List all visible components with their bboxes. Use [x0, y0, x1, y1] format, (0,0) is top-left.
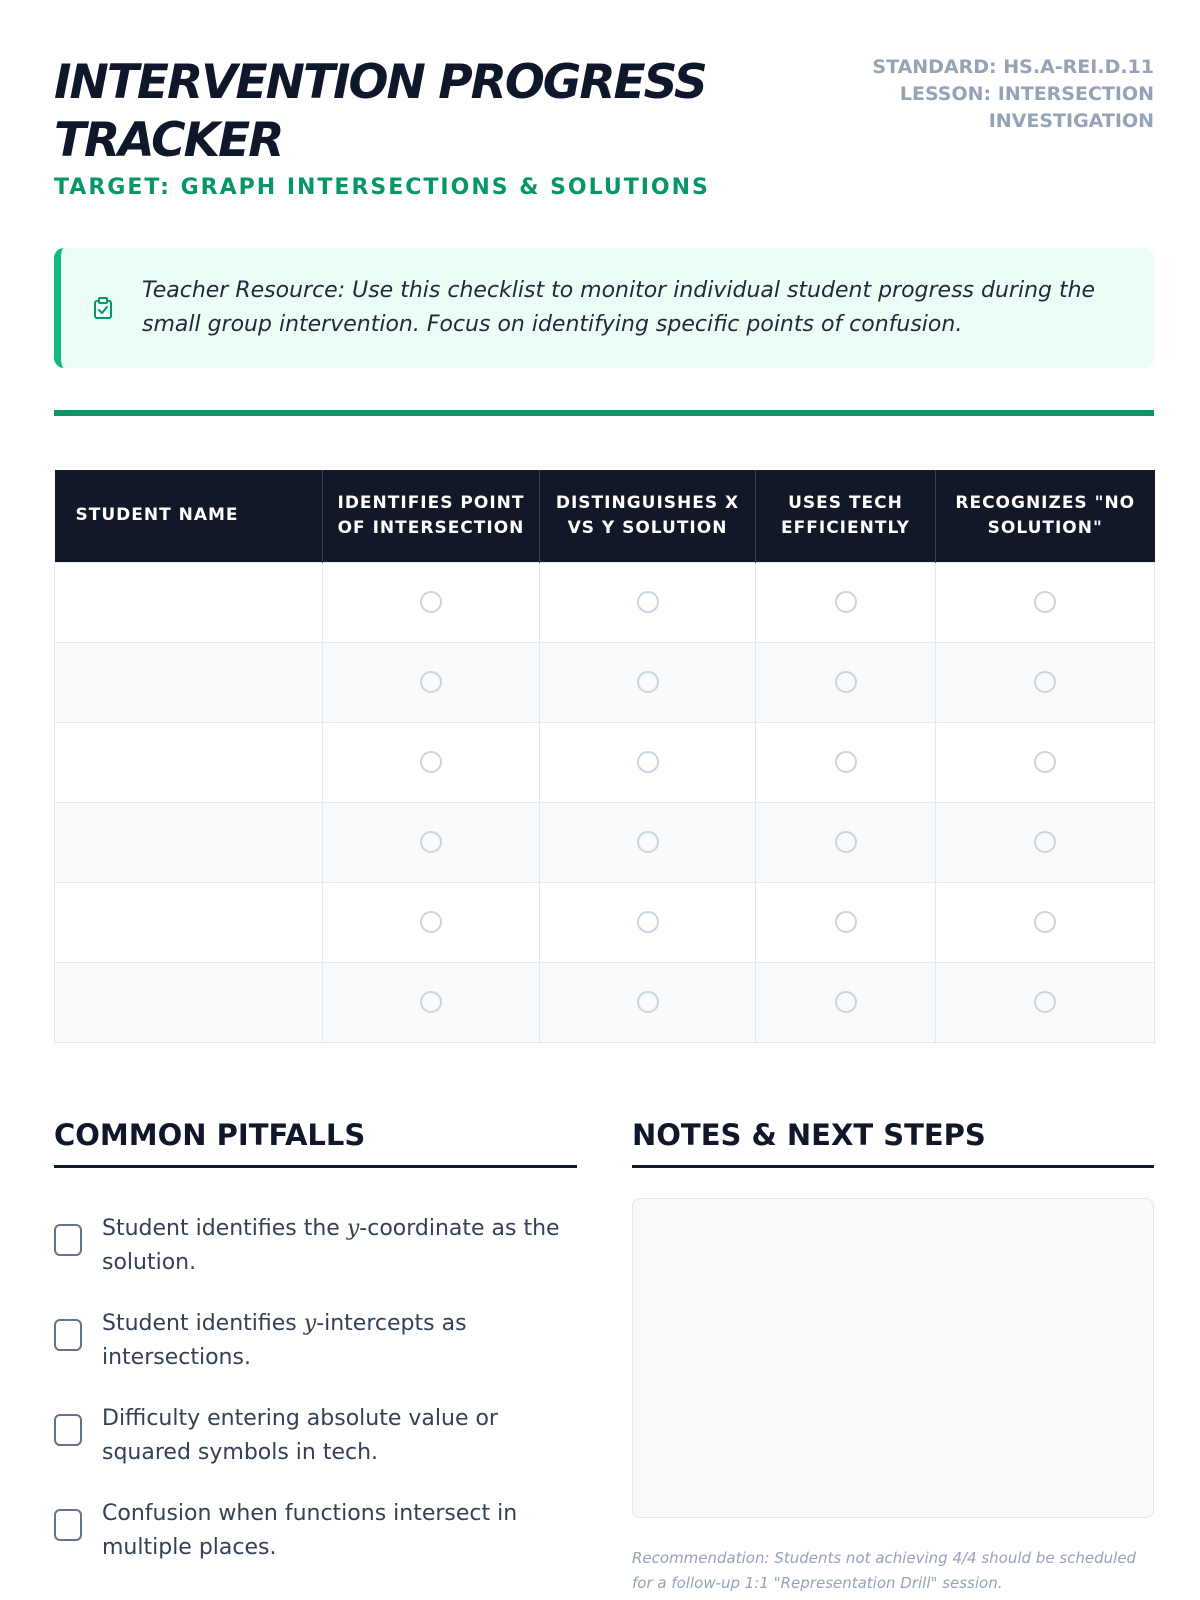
checklist-cell — [323, 562, 540, 642]
table-row — [55, 562, 1155, 642]
checklist-cell — [756, 882, 936, 962]
pitfall-item — [54, 1402, 577, 1497]
table-row — [55, 962, 1155, 1042]
progress-radio[interactable] — [420, 991, 442, 1013]
progress-radio[interactable] — [420, 671, 442, 693]
progress-table — [54, 470, 1155, 1043]
lesson-meta — [854, 54, 1154, 135]
checklist-cell — [323, 882, 540, 962]
progress-radio[interactable] — [1034, 751, 1056, 773]
column-header-uses-tech: USES TECH EFFICIENTLY — [756, 470, 936, 562]
pitfall-checkbox[interactable] — [54, 1414, 82, 1446]
progress-radio[interactable] — [420, 591, 442, 613]
clipboard-check-icon — [93, 297, 113, 319]
student-name-cell[interactable] — [55, 962, 323, 1042]
progress-radio[interactable] — [637, 911, 659, 933]
progress-radio[interactable] — [835, 591, 857, 613]
progress-radio[interactable] — [1034, 591, 1056, 613]
checklist-cell — [936, 722, 1155, 802]
table-row — [55, 642, 1155, 722]
pitfall-checkbox[interactable] — [54, 1224, 82, 1256]
checklist-cell — [540, 562, 756, 642]
progress-radio[interactable] — [1034, 911, 1056, 933]
checklist-cell — [323, 642, 540, 722]
progress-radio[interactable] — [835, 751, 857, 773]
pitfall-item — [54, 1212, 577, 1307]
pitfall-text: Student identifies y-intercepts as intersections. — [102, 1311, 467, 1370]
progress-radio[interactable] — [1034, 671, 1056, 693]
progress-radio[interactable] — [835, 831, 857, 853]
progress-radio[interactable] — [637, 751, 659, 773]
pitfall-list — [54, 1212, 577, 1592]
table-body — [55, 562, 1155, 1042]
page-subtitle: TARGET: GRAPH INTERSECTIONS & SOLUTIONS — [54, 175, 710, 200]
divider — [54, 410, 1154, 416]
student-name-cell[interactable] — [55, 722, 323, 802]
notes-title: NOTES & NEXT STEPS — [632, 1118, 1154, 1168]
teacher-resource-callout — [54, 248, 1154, 368]
progress-radio[interactable] — [637, 831, 659, 853]
student-name-cell[interactable] — [55, 642, 323, 722]
pitfalls-title: COMMON PITFALLS — [54, 1118, 577, 1168]
checklist-cell — [540, 642, 756, 722]
checklist-cell — [323, 722, 540, 802]
checklist-cell — [756, 962, 936, 1042]
checklist-cell — [756, 722, 936, 802]
pitfall-text: Confusion when functions intersect in multiple places. — [102, 1501, 518, 1560]
checklist-cell — [540, 722, 756, 802]
checklist-cell — [936, 642, 1155, 722]
checklist-cell — [756, 642, 936, 722]
checklist-cell — [540, 802, 756, 882]
checklist-cell — [756, 562, 936, 642]
checklist-cell — [936, 562, 1155, 642]
checklist-cell — [936, 962, 1155, 1042]
pitfall-text: Difficulty entering absolute value or squared symbols in tech. — [102, 1406, 498, 1465]
math-variable: y — [303, 1311, 317, 1336]
checklist-cell — [323, 962, 540, 1042]
callout-text: Teacher Resource: Use this checklist to monitor individual student progress during the small group intervention. Focus on identifying specific points of confusion. — [142, 278, 1096, 337]
math-variable: y — [346, 1216, 360, 1241]
standard-label: STANDARD: HS.A-REI.D.11 — [872, 56, 1154, 78]
checklist-cell — [936, 802, 1155, 882]
student-name-cell[interactable] — [55, 802, 323, 882]
checklist-cell — [540, 962, 756, 1042]
column-header-student-name: STUDENT NAME — [55, 470, 323, 562]
progress-radio[interactable] — [420, 831, 442, 853]
checklist-cell — [756, 802, 936, 882]
pitfall-item — [54, 1307, 577, 1402]
column-header-identifies-intersection: IDENTIFIES POINT OF INTERSECTION — [323, 470, 540, 562]
page — [54, 0, 1154, 1600]
progress-radio[interactable] — [835, 671, 857, 693]
lesson-label: LESSON: INTERSECTION INVESTIGATION — [899, 83, 1154, 132]
pitfall-checkbox[interactable] — [54, 1319, 82, 1351]
progress-radio[interactable] — [637, 991, 659, 1013]
progress-radio[interactable] — [637, 671, 659, 693]
progress-radio[interactable] — [1034, 831, 1056, 853]
progress-radio[interactable] — [835, 991, 857, 1013]
student-name-cell[interactable] — [55, 882, 323, 962]
checklist-cell — [323, 802, 540, 882]
progress-radio[interactable] — [420, 751, 442, 773]
progress-radio[interactable] — [1034, 991, 1056, 1013]
notes-input-area[interactable] — [632, 1198, 1154, 1518]
column-header-distinguishes-solution: DISTINGUISHES X VS Y SOLUTION — [540, 470, 756, 562]
progress-radio[interactable] — [835, 911, 857, 933]
table-row — [55, 882, 1155, 962]
header — [54, 54, 1154, 214]
checklist-cell — [936, 882, 1155, 962]
checklist-cell — [540, 882, 756, 962]
recommendation-text: Recommendation: Students not achieving 4/4 should be scheduled for a follow-up 1:1 "Representation Drill" session. — [632, 1549, 1137, 1592]
student-name-cell[interactable] — [55, 562, 323, 642]
pitfall-item — [54, 1497, 577, 1592]
progress-radio[interactable] — [637, 591, 659, 613]
pitfall-text: Student identifies the y-coordinate as the solution. — [102, 1216, 560, 1275]
table-header-row — [55, 470, 1155, 562]
column-header-no-solution: RECOGNIZES "NO SOLUTION" — [936, 470, 1155, 562]
page-title: INTERVENTION PROGRESS TRACKER — [54, 55, 706, 168]
pitfall-checkbox[interactable] — [54, 1509, 82, 1541]
notes-section — [632, 1118, 1154, 1598]
common-pitfalls-section — [54, 1118, 577, 1598]
table-row — [55, 722, 1155, 802]
table-row — [55, 802, 1155, 882]
progress-radio[interactable] — [420, 911, 442, 933]
